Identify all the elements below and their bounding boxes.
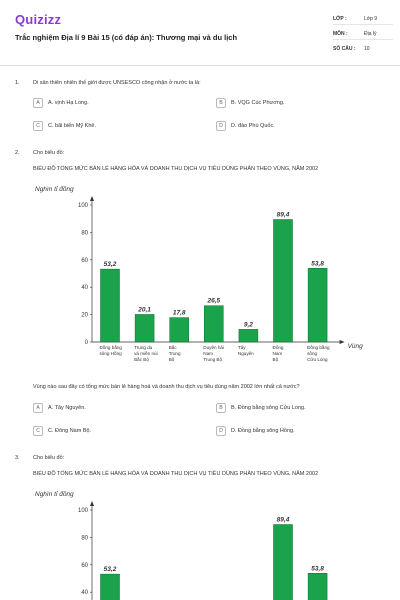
chart-bar: [170, 318, 189, 342]
chart-bar: [101, 574, 120, 600]
x-axis-label: Vùng: [347, 343, 363, 350]
y-axis-arrow: [90, 196, 94, 201]
data-label: 20,1: [138, 306, 151, 314]
x-tick-label: Đồng bằng sông Cửu Long: [307, 345, 330, 362]
option-b[interactable]: [216, 98, 356, 110]
x-tick-label: Bắc Trung Bộ: [168, 345, 181, 362]
data-label: 89,4: [276, 516, 290, 524]
chart-bar: [135, 314, 154, 342]
data-label: 53,8: [311, 260, 324, 268]
x-tick-label: Duyên hải Nam Trung Bộ: [203, 345, 224, 362]
option-b[interactable]: [216, 403, 356, 415]
meta-grade: [333, 12, 393, 25]
chart-bar: [101, 269, 120, 342]
y-axis-label: Nghìn tỉ đồng: [35, 186, 74, 193]
question-text: Di sản thiên nhiên thế giới được UNSESCO công nhận ở nước ta là:: [33, 80, 201, 86]
y-tick-label: 80: [81, 535, 88, 542]
option-a[interactable]: [33, 403, 173, 415]
y-tick-label: 60: [81, 562, 88, 569]
question-number: 2.: [15, 150, 20, 156]
y-tick-label: 40: [81, 590, 88, 597]
x-axis-arrow: [340, 340, 345, 344]
data-label: 26,5: [207, 297, 221, 305]
meta-subject-label: MÔN :: [333, 31, 348, 37]
y-axis-label: Nghìn tỉ đồng: [35, 491, 74, 498]
bar-chart-2: [0, 483, 400, 600]
x-tick-label: Tây Nguyên: [237, 345, 254, 356]
question-intro: Cho biểu đồ:: [33, 150, 65, 156]
question-number: 3.: [15, 455, 20, 461]
chart-bar: [308, 268, 327, 342]
option-text: B. VQG Cúc Phương.: [231, 100, 285, 106]
option-text: A. Tây Nguyên.: [48, 405, 86, 411]
chart-title: BIỂU ĐỒ TỔNG MỨC BÁN LẺ HÀNG HÓA VÀ DOANH THU DỊCH VỤ TIÊU DÙNG PHÂN THEO VÙNG, NĂM 2002: [33, 166, 319, 172]
chart-bar: [308, 573, 327, 600]
option-letter-box: C: [33, 121, 43, 131]
option-d[interactable]: [216, 121, 356, 133]
chart-bar: [274, 525, 293, 600]
y-tick-label: 100: [77, 203, 88, 209]
option-c[interactable]: [33, 121, 173, 133]
question-intro: Cho biểu đồ:: [33, 455, 65, 461]
data-label: 9,2: [243, 321, 253, 329]
option-letter-box: C: [33, 426, 43, 436]
y-tick-label: 40: [81, 285, 88, 292]
page-header: [0, 0, 400, 66]
y-tick-label: 80: [81, 230, 88, 237]
chart-bar: [274, 220, 293, 342]
meta-subject: [333, 27, 393, 40]
question-text: Vùng nào sau đây có tổng mức bán lẻ hàng hoá và doanh thu dịch vụ tiêu dùng năm 2002 lớn nhất cả nước?: [33, 384, 300, 390]
option-letter-box: D: [216, 426, 226, 436]
data-label: 53,2: [103, 566, 117, 574]
data-label: 17,8: [172, 309, 186, 317]
data-label: 53,2: [103, 261, 117, 269]
y-tick-label: 100: [77, 508, 88, 514]
page-title: Trắc nghiệm Địa lí 9 Bài 15 (có đáp án): Thương mại và du lịch: [15, 33, 238, 42]
option-letter-box: B: [216, 98, 226, 108]
meta-grade-value: Lớp 9: [364, 16, 378, 22]
chart-bar: [239, 329, 258, 342]
x-tick-label: Đồng bằng sông Hồng: [99, 345, 122, 356]
meta-count-label: SỐ CÂU :: [333, 46, 356, 52]
option-letter-box: D: [216, 121, 226, 131]
chart-bar: [204, 306, 223, 342]
option-text: D. Đồng bằng sông Hồng.: [231, 428, 295, 434]
option-letter-box: A: [33, 403, 43, 413]
meta-grade-label: LỚP :: [333, 16, 347, 22]
y-tick-label: 0: [84, 340, 88, 346]
y-axis-arrow: [90, 501, 94, 506]
data-label: 53,8: [311, 565, 324, 573]
y-tick-label: 20: [81, 312, 88, 319]
option-text: C. Đông Nam Bộ.: [48, 428, 92, 434]
chart-title: BIỂU ĐỒ TỔNG MỨC BÁN LẺ HÀNG HÓA VÀ DOANH THU DỊCH VỤ TIÊU DÙNG PHÂN THEO VÙNG, NĂM 2002: [33, 471, 319, 477]
x-tick-label: Trung du và miền núi Bắc Bộ: [134, 345, 158, 362]
option-c[interactable]: [33, 426, 173, 438]
option-text: D. đảo Phú Quốc.: [231, 123, 275, 129]
x-tick-label: Đông Nam Bộ: [272, 345, 284, 362]
quizizz-logo[interactable]: Quizizz: [15, 12, 62, 27]
bar-chart-1: [0, 178, 400, 373]
meta-count: [333, 42, 393, 55]
meta-subject-value: Địa lý: [364, 31, 377, 37]
option-text: B. Đồng bằng sông Cửu Long.: [231, 405, 306, 411]
option-a[interactable]: [33, 98, 173, 110]
y-tick-label: 60: [81, 257, 88, 264]
option-letter-box: B: [216, 403, 226, 413]
meta-count-value: 10: [364, 46, 370, 52]
question-number: 1.: [15, 80, 20, 86]
option-d[interactable]: [216, 426, 356, 438]
data-label: 89,4: [276, 211, 290, 219]
option-text: C. bãi biển Mỹ Khê.: [48, 123, 96, 129]
option-letter-box: A: [33, 98, 43, 108]
option-text: A. vịnh Hạ Long.: [48, 100, 89, 106]
